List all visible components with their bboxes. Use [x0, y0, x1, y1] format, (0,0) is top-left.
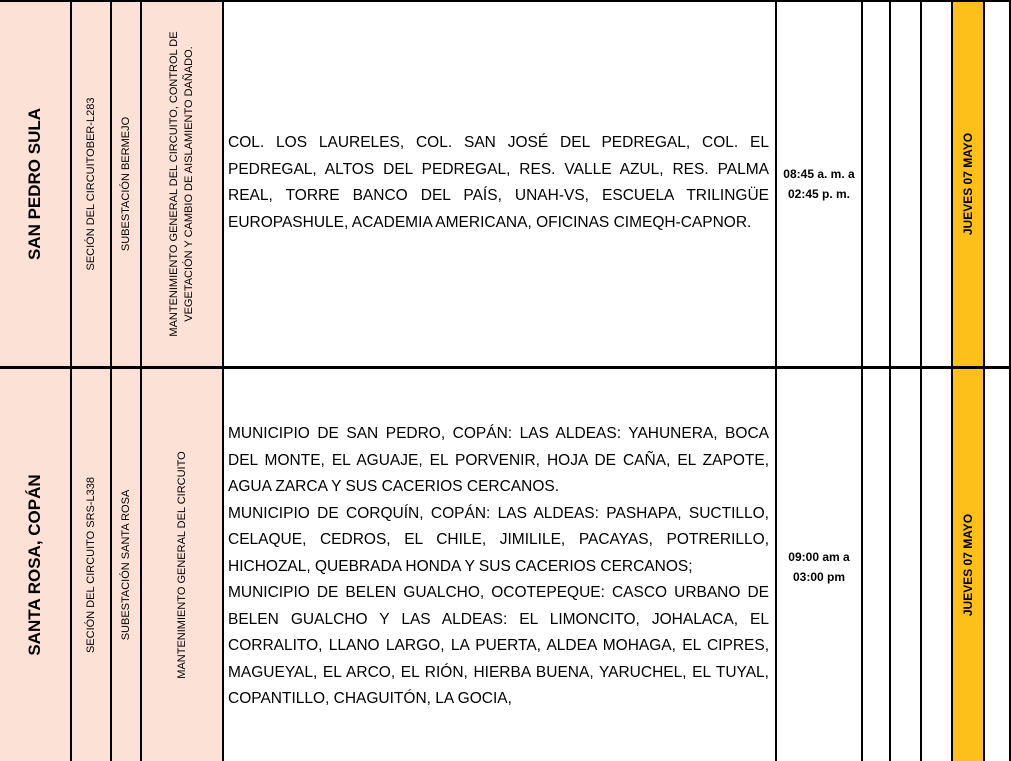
areas-cell	[224, 0, 777, 366]
empty-cell	[985, 0, 1011, 366]
table-row	[0, 366, 1011, 761]
time-range	[777, 547, 861, 587]
empty-cell	[985, 366, 1011, 761]
day-cell	[953, 0, 985, 366]
empty-cell	[891, 0, 922, 366]
affected-areas: COL. LOS LAURELES, COL. SAN JOSÉ DEL PEDREGAL, COL. EL PEDREGAL, ALTOS DEL PEDREGAL, RES. VALLE AZUL, RES. PALMA REAL, TORRE BANCO DEL PAÍS, UNAH-VS, ESCUELA TRILINGÜE EUROPASHULE, ACADEMIA AMERICANA, OFICINAS CIMEQH-CAPNOR.	[228, 134, 769, 231]
work-description: MANTENIMIENTO GENERAL DEL CIRCUITO, CONTROL DE VEGETACIÓN Y CAMBIO DE AISLAMIENTO DAÑADO.	[168, 31, 195, 337]
section-label: SECIÓN DEL CIRCUITOBER-L283	[85, 97, 97, 271]
city-cell	[0, 366, 72, 761]
substation-label: SUBESTACIÓN SANTA ROSA	[120, 489, 132, 641]
city-cell	[0, 0, 72, 366]
time-cell	[777, 366, 863, 761]
time-start: 09:00 am a	[788, 550, 850, 564]
time-range	[777, 164, 861, 204]
empty-cell	[922, 0, 953, 366]
empty-cell	[863, 0, 891, 366]
time-end: 02:45 p. m.	[787, 187, 851, 201]
time-start: 08:45 a. m. a	[783, 167, 855, 181]
work-description: MANTENIMIENTO GENERAL DEL CIRCUITO	[176, 451, 188, 679]
city-label: SANTA ROSA, COPÁN	[25, 474, 44, 656]
day-label: JUEVES 07 MAYO	[961, 513, 975, 617]
substation-label: SUBESTACIÓN BERMEJO	[120, 116, 132, 252]
day-cell	[953, 366, 985, 761]
substation-cell	[112, 366, 142, 761]
section-cell	[72, 366, 112, 761]
work-cell	[142, 0, 224, 366]
section-cell	[72, 0, 112, 366]
city-label: SAN PEDRO SULA	[25, 107, 44, 261]
time-cell	[777, 0, 863, 366]
time-end: 03:00 pm	[792, 570, 846, 584]
work-cell	[142, 366, 224, 761]
section-label: SECIÓN DEL CIRCUITO SRS-L338	[85, 476, 97, 654]
table-row	[0, 0, 1011, 366]
areas-cell	[224, 366, 777, 761]
empty-cell	[922, 366, 953, 761]
affected-areas: MUNICIPIO DE SAN PEDRO, COPÁN: LAS ALDEAS: YAHUNERA, BOCA DEL MONTE, EL AGUAJE, EL PORVENIR, HOJA DE CAÑA, EL ZAPOTE, AGUA ZARCA Y SUS CACERIOS CERCANOS. MUNICIPIO DE CORQUÍN, COPÁN: LAS ALDEAS: PASHAPA, SUCTILLO, CELAQUE, CEDROS, EL CHILE, JIMILILE, PACAYAS, POTRERILLO, HICHOZAL, QUEBRADA HONDA Y SUS CACERIOS CERCANOS; MUNICIPIO DE BELEN GUALCHO, OCOTEPEQUE: CASCO URBANO DE BELEN GUALCHO Y LAS ALDEAS: EL LIMONCITO, JOHALACA, EL CORRALITO, LLANO LARGO, LA PUERTA, ALDEA MOHAGA, EL CIPRES, MAGUEYAL, EL ARCO, EL RIÓN, HIERBA BUENA, YARUCHEL, EL TUYAL, COPANTILLO, CHAGUITÓN, LA GOCIA,	[228, 425, 769, 707]
empty-cell	[891, 366, 922, 761]
substation-cell	[112, 0, 142, 366]
day-label: JUEVES 07 MAYO	[961, 132, 975, 236]
empty-cell	[863, 366, 891, 761]
